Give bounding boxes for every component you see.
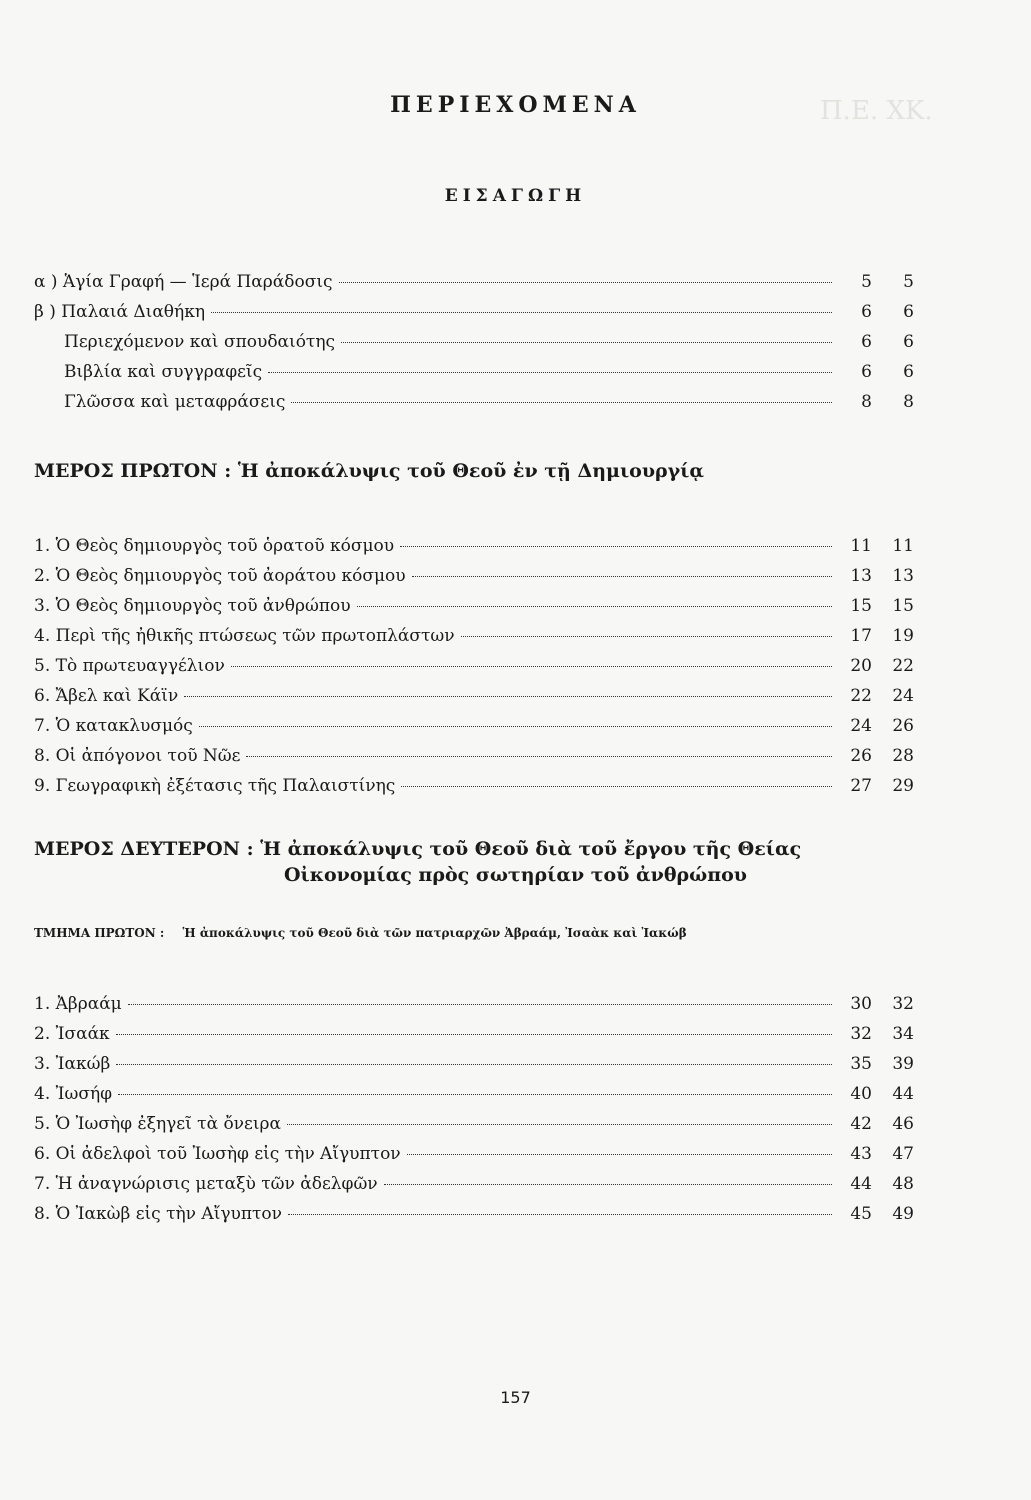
toc-page-new: 46 <box>892 1114 914 1134</box>
toc-page-old: 20 <box>850 656 872 676</box>
toc-page-old: 6 <box>861 302 872 322</box>
toc-page-old: 11 <box>850 536 872 556</box>
toc-entry-label: 6. Οἱ ἀδελφοὶ τοῦ Ἰωσὴφ εἰς τὴν Αἴγυπτον <box>34 1144 401 1164</box>
toc-page-new: 39 <box>892 1054 914 1074</box>
toc-page-old: 22 <box>850 686 872 706</box>
dot-leader <box>400 546 832 547</box>
dot-leader <box>407 1154 832 1155</box>
toc-page-new: 44 <box>892 1084 914 1104</box>
toc-entry-label: Γλῶσσα καὶ μεταφράσεις <box>64 392 286 412</box>
toc-entry-label: 3. Ἰακώβ <box>34 1054 111 1074</box>
toc-page-old: 26 <box>850 746 872 766</box>
toc-page-old: 40 <box>850 1084 872 1104</box>
dot-leader <box>288 1214 832 1215</box>
intro-heading: ΕΙΣΑΓΩΓΗ <box>444 186 587 206</box>
toc-entry-label: 9. Γεωγραφικὴ ἐξέτασις τῆς Παλαιστίνης <box>34 776 396 796</box>
dot-leader <box>231 666 832 667</box>
toc-entry-label: Βιβλία καὶ συγγραφεῖς <box>64 362 263 382</box>
dot-leader <box>199 726 832 727</box>
toc-page-new: 8 <box>903 392 914 412</box>
toc-page-old: 42 <box>850 1114 872 1134</box>
toc-entry <box>34 536 914 560</box>
toc-entry-label: 5. Ὁ Ἰωσὴφ ἐξηγεῖ τὰ ὄνειρα <box>34 1114 281 1134</box>
dot-leader <box>287 1124 832 1125</box>
toc-page-new: 48 <box>892 1174 914 1194</box>
toc-entry <box>34 1144 914 1168</box>
bleed-through-text: Π.Ε. ΧΚ. <box>820 96 933 126</box>
toc-entry <box>34 302 914 326</box>
dot-leader <box>339 282 832 283</box>
dot-leader <box>291 402 832 403</box>
toc-page-new: 28 <box>892 746 914 766</box>
toc-entry <box>34 686 914 710</box>
toc-entry <box>34 1024 914 1048</box>
page-number: 157 <box>500 1388 531 1407</box>
toc-entry-label: 6. Ἄβελ καὶ Κάϊν <box>34 686 179 706</box>
toc-entry-label: 1. Ἀβραάμ <box>34 994 122 1014</box>
part-two-title-line2: Οἰκονομίας πρὸς σωτηρίαν τοῦ ἀνθρώπου <box>284 864 747 886</box>
part-two-heading <box>34 838 801 860</box>
part-one-title: Ἡ ἀποκάλυψις τοῦ Θεοῦ ἐν τῇ Δημιουργίᾳ <box>237 460 704 482</box>
toc-page-old: 44 <box>850 1174 872 1194</box>
toc-page-old: 45 <box>850 1204 872 1224</box>
toc-entry-label: 7. Ὁ κατακλυσμός <box>34 716 193 736</box>
toc-page-old: 6 <box>861 362 872 382</box>
toc-entry-label: 2. Ὁ Θεὸς δημιουργὸς τοῦ ἀοράτου κόσμου <box>34 566 406 586</box>
toc-entry-label: 7. Ἡ ἀναγνώρισις μεταξὺ τῶν ἀδελφῶν <box>34 1174 378 1194</box>
toc-page-old: 35 <box>850 1054 872 1074</box>
part-one-heading <box>34 460 704 482</box>
part-two-label: ΜΕΡΟΣ ΔΕΥΤΕΡΟΝ : <box>34 838 254 860</box>
toc-page-old: 43 <box>850 1144 872 1164</box>
toc-entry <box>34 1174 914 1198</box>
dot-leader <box>401 786 832 787</box>
toc-entry <box>64 362 914 386</box>
toc-page-new: 15 <box>892 596 914 616</box>
section-one-title: Ἡ ἀποκάλυψις τοῦ Θεοῦ διὰ τῶν πατριαρχῶν Ἀβραάμ, Ἰσαὰκ καὶ Ἰακώβ <box>182 926 687 940</box>
toc-entry-label: Περιεχόμενον καὶ σπουδαιότης <box>64 332 336 352</box>
dot-leader <box>116 1064 832 1065</box>
toc-page-old: 5 <box>861 272 872 292</box>
dot-leader <box>268 372 832 373</box>
dot-leader <box>461 636 832 637</box>
toc-entry-label: 2. Ἰσαάκ <box>34 1024 110 1044</box>
toc-page-new: 6 <box>903 362 914 382</box>
toc-page-old: 24 <box>850 716 872 736</box>
toc-entry <box>34 272 914 296</box>
toc-page-new: 5 <box>903 272 914 292</box>
toc-page-old: 13 <box>850 566 872 586</box>
toc-page-new: 29 <box>892 776 914 796</box>
toc-entry <box>34 746 914 770</box>
dot-leader <box>128 1004 832 1005</box>
toc-entry <box>34 994 914 1018</box>
part-one-label: ΜΕΡΟΣ ΠΡΩΤΟΝ : <box>34 460 232 482</box>
section-one-label: ΤΜΗΜΑ ΠΡΩΤΟΝ : <box>34 926 165 940</box>
dot-leader <box>118 1094 832 1095</box>
dot-leader <box>184 696 832 697</box>
toc-entry <box>64 392 914 416</box>
toc-entry-label: 8. Ὁ Ἰακὼβ εἰς τὴν Αἴγυπτον <box>34 1204 283 1224</box>
toc-page-new: 26 <box>892 716 914 736</box>
toc-entry-label: α ) Ἁγία Γραφή — Ἱερά Παράδοσις <box>34 272 333 292</box>
toc-entry-label: 5. Τὸ πρωτευαγγέλιον <box>34 656 225 676</box>
toc-entry-label: 4. Ἰωσήφ <box>34 1084 113 1104</box>
toc-entry <box>34 656 914 680</box>
toc-entry <box>34 1204 914 1228</box>
toc-page-old: 27 <box>850 776 872 796</box>
part-two-title-line1: Ἡ ἀποκάλυψις τοῦ Θεοῦ διὰ τοῦ ἔργου τῆς Θείας <box>260 838 802 860</box>
page-title: ΠΕΡΙΕΧΟΜΕΝΑ <box>390 92 641 118</box>
toc-page-new: 34 <box>892 1024 914 1044</box>
toc-page-old: 32 <box>850 1024 872 1044</box>
toc-entry <box>34 1084 914 1108</box>
toc-entry <box>34 1114 914 1138</box>
toc-entry <box>34 626 914 650</box>
toc-page-new: 6 <box>903 302 914 322</box>
dot-leader <box>246 756 832 757</box>
toc-page-old: 30 <box>850 994 872 1014</box>
toc-entry <box>34 716 914 740</box>
toc-entry-label: 4. Περὶ τῆς ἠθικῆς πτώσεως τῶν πρωτοπλάστων <box>34 626 455 646</box>
toc-entry <box>64 332 914 356</box>
toc-page-new: 32 <box>892 994 914 1014</box>
toc-page-new: 22 <box>892 656 914 676</box>
dot-leader <box>357 606 832 607</box>
toc-entry <box>34 566 914 590</box>
dot-leader <box>384 1184 832 1185</box>
dot-leader <box>211 312 832 313</box>
toc-page-old: 15 <box>850 596 872 616</box>
toc-entry-label: 1. Ὁ Θεὸς δημιουργὸς τοῦ ὁρατοῦ κόσμου <box>34 536 395 556</box>
toc-page-new: 19 <box>892 626 914 646</box>
toc-page-new: 6 <box>903 332 914 352</box>
section-one-heading <box>34 926 687 940</box>
toc-page-old: 6 <box>861 332 872 352</box>
toc-page-new: 49 <box>892 1204 914 1224</box>
toc-entry-label: β ) Παλαιά Διαθήκη <box>34 302 206 322</box>
dot-leader <box>412 576 832 577</box>
toc-entry-label: 8. Οἱ ἀπόγονοι τοῦ Νῶε <box>34 746 241 766</box>
toc-entry-label: 3. Ὁ Θεὸς δημιουργὸς τοῦ ἀνθρώπου <box>34 596 351 616</box>
toc-entry <box>34 776 914 800</box>
toc-page-new: 24 <box>892 686 914 706</box>
toc-page-old: 8 <box>861 392 872 412</box>
toc-entry <box>34 596 914 620</box>
toc-entry <box>34 1054 914 1078</box>
toc-page-old: 17 <box>850 626 872 646</box>
toc-page-new: 11 <box>892 536 914 556</box>
dot-leader <box>116 1034 832 1035</box>
toc-page-new: 13 <box>892 566 914 586</box>
toc-page-new: 47 <box>892 1144 914 1164</box>
dot-leader <box>341 342 832 343</box>
